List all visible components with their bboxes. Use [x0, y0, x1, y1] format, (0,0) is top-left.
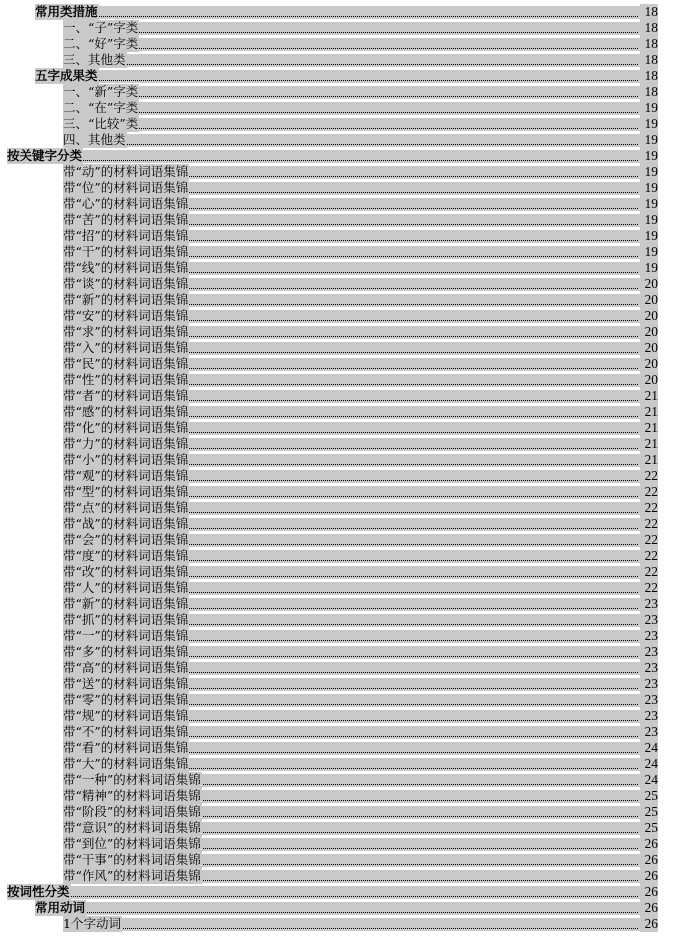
toc-entry-title: 按词性分类 [7, 884, 70, 899]
toc-entry-page-number: 19 [640, 132, 658, 148]
toc-entry[interactable] [7, 724, 658, 740]
toc-entry-page-number: 23 [640, 660, 658, 676]
dot-leader [63, 64, 638, 65]
toc-entry[interactable] [7, 324, 658, 340]
toc-entry-title: 带“到位”的材料词语集锦 [63, 836, 201, 851]
toc-entry[interactable] [7, 404, 658, 420]
toc-entry[interactable] [7, 612, 658, 628]
toc-entry[interactable] [7, 836, 658, 852]
toc-entry[interactable] [7, 372, 658, 388]
field-highlight [7, 886, 658, 899]
toc-entry-page-number: 25 [640, 820, 658, 836]
toc-entry-page-number: 21 [640, 436, 658, 452]
dot-leader [63, 112, 638, 113]
toc-entry[interactable] [7, 276, 658, 292]
toc-entry-page-number: 18 [640, 84, 658, 100]
toc-entry-title: 带“战”的材料词语集锦 [63, 516, 189, 531]
toc-entry-page-number: 26 [640, 884, 658, 900]
toc-entry-page-number: 21 [640, 420, 658, 436]
toc-entry-title: 带“安”的材料词语集锦 [63, 308, 189, 323]
toc-entry-page-number: 19 [640, 164, 658, 180]
toc-entry-page-number: 26 [640, 900, 658, 916]
field-highlight [7, 150, 658, 163]
toc-entry-title: 带“观”的材料词语集锦 [63, 468, 189, 483]
toc-entry[interactable] [7, 820, 658, 836]
toc-entry[interactable] [7, 452, 658, 468]
toc-entry[interactable] [7, 356, 658, 372]
dot-leader [63, 96, 638, 97]
toc-entry-title: 带“精神”的材料词语集锦 [63, 788, 201, 803]
toc-entry-page-number: 20 [640, 324, 658, 340]
toc-entry-title: 带“高”的材料词语集锦 [63, 660, 189, 675]
toc-entry-page-number: 22 [640, 484, 658, 500]
toc-entry[interactable] [7, 532, 658, 548]
toc-entry-title: 带“一种”的材料词语集锦 [63, 772, 201, 787]
toc-entry[interactable] [7, 564, 658, 580]
toc-entry-page-number: 20 [640, 292, 658, 308]
toc-entry-title: 按关键字分类 [7, 148, 83, 163]
toc-entry-page-number: 19 [640, 260, 658, 276]
toc-entry-page-number: 26 [640, 836, 658, 852]
field-highlight [63, 134, 658, 147]
toc-entry[interactable] [7, 660, 658, 676]
toc-entry-title: 带“送”的材料词语集锦 [63, 676, 189, 691]
toc-entry[interactable] [7, 548, 658, 564]
toc-entry-title: 带“动”的材料词语集锦 [63, 164, 189, 179]
toc-entry-page-number: 24 [640, 756, 658, 772]
field-highlight [63, 38, 658, 51]
toc-entry[interactable] [7, 20, 658, 36]
field-highlight [63, 86, 658, 99]
toc-entry-title: 带“民”的材料词语集锦 [63, 356, 189, 371]
toc-entry[interactable] [7, 756, 658, 772]
toc-entry-page-number: 23 [640, 708, 658, 724]
toc-entry-page-number: 26 [640, 868, 658, 884]
field-highlight [35, 902, 658, 915]
toc-entry-page-number: 22 [640, 564, 658, 580]
toc-entry-title: 带“小”的材料词语集锦 [63, 452, 189, 467]
toc-entry-page-number: 23 [640, 676, 658, 692]
toc-entry-page-number: 19 [640, 228, 658, 244]
toc-entry[interactable] [7, 4, 658, 20]
toc-entry-title: 带“一”的材料词语集锦 [63, 628, 189, 643]
toc-entry-page-number: 22 [640, 516, 658, 532]
toc-entry[interactable] [7, 36, 658, 52]
toc-entry-title: 带“新”的材料词语集锦 [63, 292, 189, 307]
toc-entry-page-number: 23 [640, 692, 658, 708]
toc-entry[interactable] [7, 868, 658, 884]
toc-entry[interactable] [7, 580, 658, 596]
toc-entry-page-number: 19 [640, 244, 658, 260]
toc-entry-page-number: 19 [640, 148, 658, 164]
field-highlight [63, 102, 658, 115]
field-highlight [35, 6, 658, 19]
toc-entry-page-number: 21 [640, 388, 658, 404]
toc-entry[interactable] [7, 644, 658, 660]
toc-entry-title: 带“不”的材料词语集锦 [63, 724, 189, 739]
toc-entry-title: 带“抓”的材料词语集锦 [63, 612, 189, 627]
toc-entry-title: 带“度”的材料词语集锦 [63, 548, 189, 563]
toc-entry[interactable] [7, 228, 658, 244]
toc-entry[interactable] [7, 628, 658, 644]
toc-entry-title: 带“零”的材料词语集锦 [63, 692, 189, 707]
field-highlight [63, 118, 658, 131]
dot-leader [35, 912, 638, 913]
toc-entry-title: 带“看”的材料词语集锦 [63, 740, 189, 755]
toc-entry-page-number: 21 [640, 404, 658, 420]
toc-entry[interactable] [7, 260, 658, 276]
toc-entry-title: 四、其他类 [63, 132, 126, 147]
toc-entry[interactable] [7, 740, 658, 756]
toc-entry[interactable] [7, 420, 658, 436]
toc-entry[interactable] [7, 196, 658, 212]
toc-entry-title: 带“型”的材料词语集锦 [63, 484, 189, 499]
toc-entry[interactable] [7, 916, 658, 932]
toc-entry-page-number: 25 [640, 788, 658, 804]
toc-entry-title: 常用类措施 [35, 4, 98, 19]
dot-leader [35, 80, 638, 81]
toc-entry[interactable] [7, 212, 658, 228]
toc-entry-page-number: 18 [640, 4, 658, 20]
toc-entry-page-number: 22 [640, 468, 658, 484]
toc-entry-page-number: 19 [640, 196, 658, 212]
toc-entry-title: 带“阶段”的材料词语集锦 [63, 804, 201, 819]
toc-entry-page-number: 19 [640, 100, 658, 116]
dot-leader [7, 160, 638, 161]
dot-leader [63, 48, 638, 49]
toc-entry-page-number: 23 [640, 612, 658, 628]
toc-entry-page-number: 25 [640, 804, 658, 820]
toc-entry-page-number: 23 [640, 644, 658, 660]
field-highlight [63, 54, 658, 67]
toc-entry[interactable] [7, 484, 658, 500]
dot-leader [63, 128, 638, 129]
field-highlight [63, 22, 658, 35]
toc-entry[interactable] [7, 84, 658, 100]
toc-entry-title: 带“苦”的材料词语集锦 [63, 212, 189, 227]
toc-entry[interactable] [7, 900, 658, 916]
dot-leader [7, 896, 638, 897]
toc-entry-page-number: 20 [640, 276, 658, 292]
toc-entry-title: 带“点”的材料词语集锦 [63, 500, 189, 515]
toc-entry-title: 带“人”的材料词语集锦 [63, 580, 189, 595]
toc-entry[interactable] [7, 676, 658, 692]
toc-entry-page-number: 23 [640, 596, 658, 612]
toc-entry-page-number: 19 [640, 212, 658, 228]
toc-entry[interactable] [7, 788, 658, 804]
toc-entry-page-number: 19 [640, 116, 658, 132]
toc-entry-title: 三、其他类 [63, 52, 126, 67]
toc-entry-page-number: 18 [640, 68, 658, 84]
toc-entry[interactable] [7, 884, 658, 900]
toc-entry-title: 带“干”的材料词语集锦 [63, 244, 189, 259]
toc-entry-title: 带“线”的材料词语集锦 [63, 260, 189, 275]
toc-entry-title: 带“新”的材料词语集锦 [63, 596, 189, 611]
dot-leader [35, 16, 638, 17]
toc-entry-page-number: 19 [640, 180, 658, 196]
toc-entry[interactable] [7, 68, 658, 84]
toc-entry[interactable] [7, 340, 658, 356]
toc-entry[interactable] [7, 148, 658, 164]
toc-entry-page-number: 20 [640, 372, 658, 388]
toc-entry[interactable] [7, 292, 658, 308]
toc-entry-title: 带“谈”的材料词语集锦 [63, 276, 189, 291]
toc-entry[interactable] [7, 436, 658, 452]
toc-entry[interactable] [7, 596, 658, 612]
toc-entry-page-number: 20 [640, 340, 658, 356]
dot-leader [63, 928, 638, 929]
toc-entry-title: 带“多”的材料词语集锦 [63, 644, 189, 659]
toc-entry-title: 带“力”的材料词语集锦 [63, 436, 189, 451]
toc-entry-page-number: 22 [640, 532, 658, 548]
dot-leader [63, 32, 638, 33]
toc-entry[interactable] [7, 180, 658, 196]
toc-entry-title: 带“规”的材料词语集锦 [63, 708, 189, 723]
toc-entry[interactable] [7, 308, 658, 324]
toc-entry-title: 二、“在”字类 [63, 100, 139, 115]
toc-entry-title: 带“入”的材料词语集锦 [63, 340, 189, 355]
toc-entry-page-number: 24 [640, 740, 658, 756]
toc-entry-page-number: 20 [640, 308, 658, 324]
toc-entry-page-number: 26 [640, 852, 658, 868]
toc-entry-title: 二、“好”字类 [63, 36, 139, 51]
toc-entry-title: 带“化”的材料词语集锦 [63, 420, 189, 435]
toc-entry-page-number: 23 [640, 724, 658, 740]
toc-entry-page-number: 22 [640, 580, 658, 596]
toc-entry-page-number: 22 [640, 548, 658, 564]
dot-leader [63, 144, 638, 145]
toc-entry[interactable] [7, 100, 658, 116]
toc-entry-title: 常用动词 [35, 900, 86, 915]
toc-entry-title: 带“心”的材料词语集锦 [63, 196, 189, 211]
toc-entry-title: 带“性”的材料词语集锦 [63, 372, 189, 387]
toc-entry[interactable] [7, 388, 658, 404]
toc-entry-title: 带“招”的材料词语集锦 [63, 228, 189, 243]
toc-entry-title: 带“感”的材料词语集锦 [63, 404, 189, 419]
toc-entry[interactable] [7, 500, 658, 516]
toc-entry[interactable] [7, 468, 658, 484]
toc-entry[interactable] [7, 516, 658, 532]
toc-entry[interactable] [7, 852, 658, 868]
toc-entry-title: 一、“子”字类 [63, 20, 139, 35]
toc-entry-page-number: 20 [640, 356, 658, 372]
toc-entry-title: 带“改”的材料词语集锦 [63, 564, 189, 579]
toc-entry-page-number: 18 [640, 20, 658, 36]
toc-entry-page-number: 22 [640, 500, 658, 516]
toc-entry-page-number: 18 [640, 36, 658, 52]
toc-entry-page-number: 21 [640, 452, 658, 468]
field-highlight [35, 70, 658, 83]
toc-entry-title: 带“大”的材料词语集锦 [63, 756, 189, 771]
field-highlight [63, 918, 658, 931]
toc-entry-page-number: 24 [640, 772, 658, 788]
toc-entry-title: 1个字动词 [63, 916, 121, 931]
toc-entry-title: 带“意识”的材料词语集锦 [63, 820, 201, 835]
toc-entry-page-number: 18 [640, 52, 658, 68]
toc-entry[interactable] [7, 692, 658, 708]
toc-entry[interactable] [7, 116, 658, 132]
toc-entry[interactable] [7, 132, 658, 148]
toc-entry[interactable] [7, 244, 658, 260]
toc-entry-title: 带“作风”的材料词语集锦 [63, 868, 201, 883]
toc-entry[interactable] [7, 708, 658, 724]
toc-entry-page-number: 26 [640, 916, 658, 932]
table-of-contents [7, 4, 658, 932]
toc-entry-title: 带“会”的材料词语集锦 [63, 532, 189, 547]
toc-entry[interactable] [7, 804, 658, 820]
toc-entry-title: 带“求”的材料词语集锦 [63, 324, 189, 339]
toc-entry-page-number: 23 [640, 628, 658, 644]
toc-entry-title: 三、“比较”类 [63, 116, 139, 131]
toc-entry[interactable] [7, 164, 658, 180]
toc-entry-title: 带“者”的材料词语集锦 [63, 388, 189, 403]
toc-entry-title: 五字成果类 [35, 68, 98, 83]
toc-entry[interactable] [7, 772, 658, 788]
toc-entry-title: 带“干事”的材料词语集锦 [63, 852, 201, 867]
toc-entry[interactable] [7, 52, 658, 68]
toc-entry-title: 带“位”的材料词语集锦 [63, 180, 189, 195]
toc-entry-title: 一、“新”字类 [63, 84, 139, 99]
